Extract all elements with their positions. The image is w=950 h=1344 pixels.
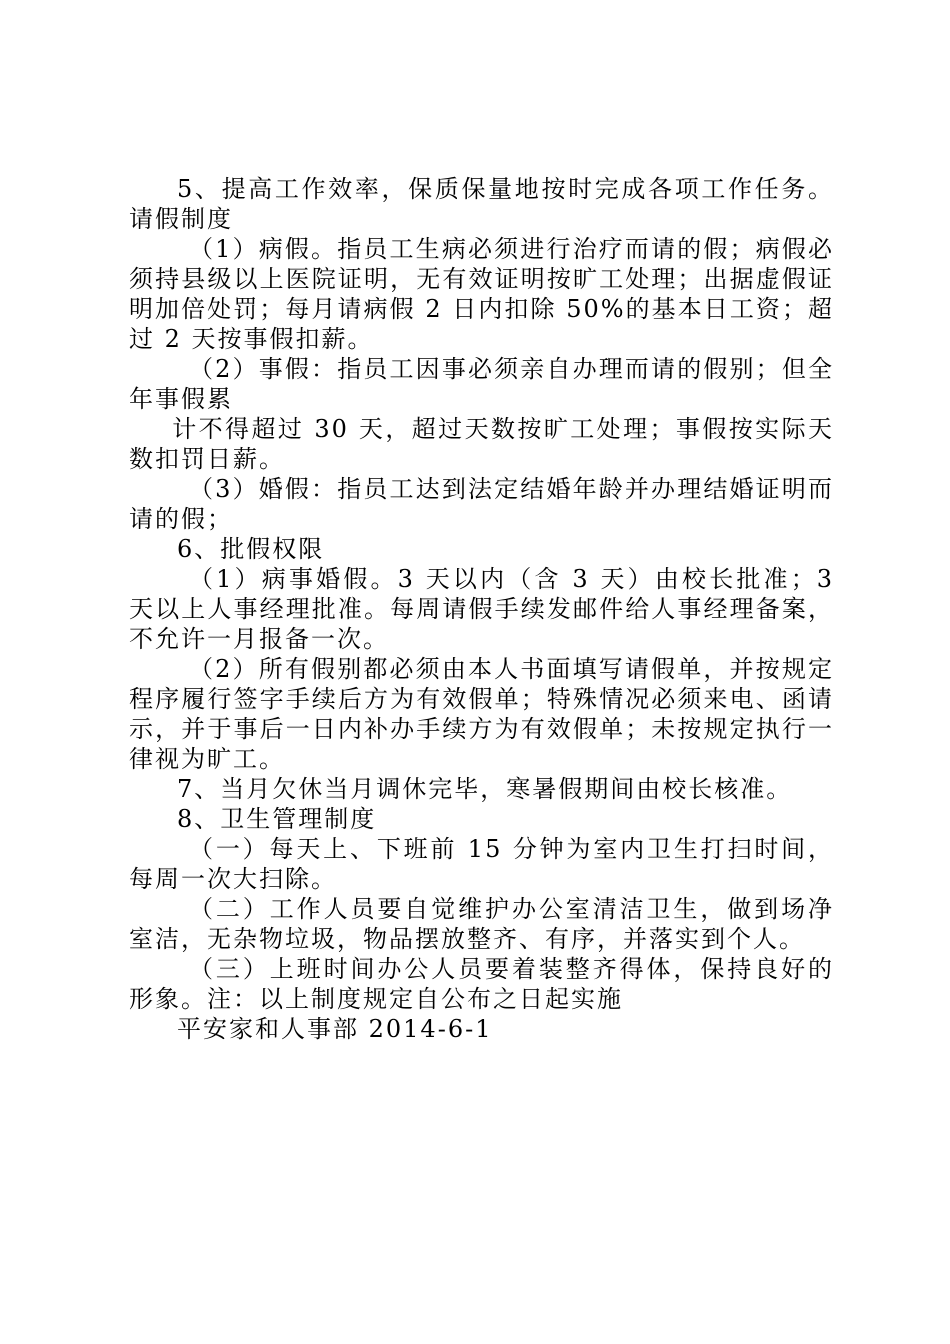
paragraph-hygiene-2: （二）工作人员要自觉维护办公室清洁卫生，做到场净室洁，无杂物垃圾，物品摆放整齐、有序，并落实到个人。 — [129, 895, 834, 953]
paragraph-approval-1: （1）病事婚假。3 天以内（含 3 天）由校长批准；3 天以上人事经理批准。每周请假手续发邮件给人事经理备案，不允许一月报备一次。 — [129, 565, 834, 653]
paragraph-item-8: 8、卫生管理制度 — [177, 805, 377, 833]
paragraph-personal-leave-continued: 计不得超过 30 天，超过天数按旷工处理；事假按实际天数扣罚日薪。 — [129, 415, 834, 473]
document-body — [129, 174, 834, 1044]
signature-line: 平安家和人事部 2014-6-1 — [177, 1015, 493, 1043]
paragraph-item-7: 7、当月欠休当月调休完毕，寒暑假期间由校长核准。 — [177, 775, 793, 803]
paragraph-sick-leave: （1）病假。指员工生病必须进行治疗而请的假；病假必须持县级以上医院证明，无有效证明按旷工处理；出据虚假证明加倍处罚；每月请病假 2 日内扣除 50%的基本日工资；超过 2 天按事假扣薪。 — [129, 235, 834, 353]
paragraph-approval-2: （2）所有假别都必须由本人书面填写请假单，并按规定程序履行签字手续后方为有效假单；特殊情况必须来电、函请示，并于事后一日内补办手续方为有效假单；未按规定执行一律视为旷工。 — [129, 655, 834, 773]
paragraph-item-5: 5、提高工作效率，保质保量地按时完成各项工作任务。请假制度 — [129, 175, 834, 233]
paragraph-marriage-leave: （3）婚假：指员工达到法定结婚年龄并办理结婚证明而请的假； — [129, 475, 834, 533]
paragraph-hygiene-1: （一）每天上、下班前 15 分钟为室内卫生打扫时间，每周一次大扫除。 — [129, 835, 834, 893]
paragraph-item-6: 6、批假权限 — [177, 535, 325, 563]
paragraph-hygiene-3: （三）上班时间办公人员要着装整齐得体，保持良好的形象。注：以上制度规定自公布之日起实施 — [129, 955, 834, 1013]
paragraph-personal-leave: （2）事假：指员工因事必须亲自办理而请的假别；但全年事假累 — [129, 355, 834, 413]
